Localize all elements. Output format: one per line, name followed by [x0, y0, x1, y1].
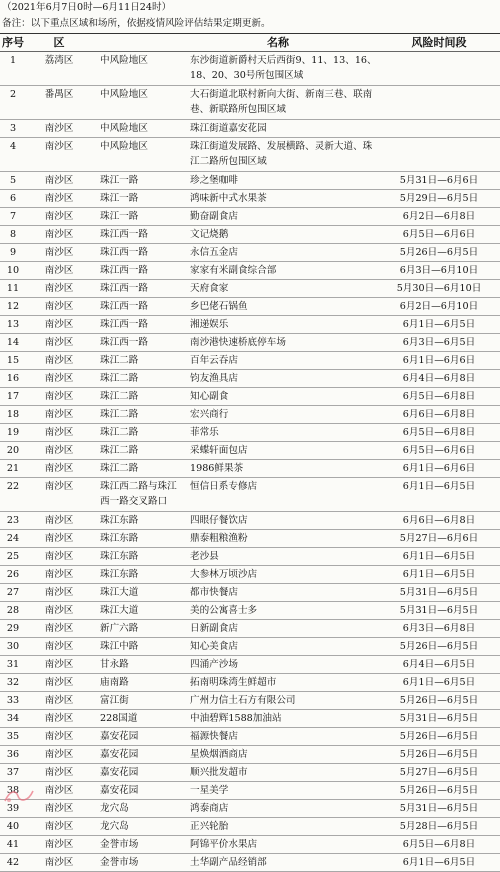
date-range-note: （2021年6月7日0时—6月11日24时）	[2, 2, 172, 13]
row-area: 珠江西一路	[100, 229, 148, 240]
table-row	[0, 86, 500, 120]
row-district: 南沙区	[44, 857, 74, 868]
row-area: 珠江中路	[100, 641, 139, 652]
row-time: 5月26日—6月5日	[399, 785, 479, 796]
row-area: 珠江二路	[100, 409, 139, 420]
table-row	[0, 424, 500, 442]
row-name: 永信五金店	[190, 247, 238, 258]
row-area: 富江街	[100, 695, 129, 706]
row-time: 6月6日—6月8日	[402, 515, 476, 526]
row-district: 南沙区	[44, 605, 74, 616]
row-time: 6月5日—6月8日	[402, 391, 476, 402]
row-time: 5月26日—6月5日	[399, 749, 479, 760]
row-area: 珠江一路	[100, 175, 139, 186]
row-time: 6月5日—6月6日	[402, 229, 476, 240]
row-time: 5月30日—6月10日	[396, 283, 482, 294]
table-row	[0, 602, 500, 620]
table-row	[0, 818, 500, 836]
row-name: 土华副产品经销部	[190, 857, 267, 868]
row-district: 南沙区	[44, 409, 74, 420]
table-row	[0, 548, 500, 566]
row-time: 5月27日—6月5日	[399, 767, 479, 778]
row-no: 23	[6, 515, 20, 526]
table-row	[0, 584, 500, 602]
row-area: 珠江西一路	[100, 283, 148, 294]
table-row	[0, 764, 500, 782]
row-area: 珠江西一路	[100, 337, 148, 348]
row-district: 南沙区	[44, 445, 74, 456]
row-district: 南沙区	[44, 123, 74, 134]
row-name: 阿锦平价水果店	[190, 839, 258, 850]
row-area: 珠江二路	[100, 445, 139, 456]
row-name: 四眼仔餐饮店	[190, 515, 248, 526]
row-no: 11	[6, 283, 20, 294]
row-district: 南沙区	[44, 821, 74, 832]
row-district: 番禺区	[44, 89, 74, 100]
table-row	[0, 138, 500, 172]
row-time: 6月3日—6月8日	[402, 623, 476, 634]
header-time: 风险时间段	[411, 36, 467, 49]
row-district: 南沙区	[44, 319, 74, 330]
row-name: 宏兴商行	[190, 409, 229, 420]
table-row	[0, 656, 500, 674]
table-body	[0, 52, 500, 872]
row-name: 东沙街道新爵村天后西街9、11、13、16、18、20、30号所包围区域	[190, 55, 377, 81]
row-time: 5月26日—6月5日	[399, 731, 479, 742]
header-area	[92, 34, 178, 51]
row-time	[378, 138, 500, 171]
row-time: 5月31日—6月5日	[399, 803, 479, 814]
table-row	[0, 334, 500, 352]
table-row	[0, 800, 500, 818]
row-area: 金誉市场	[100, 839, 139, 850]
row-time: 5月27日—6月6日	[399, 533, 479, 544]
row-area: 龙穴岛	[100, 821, 129, 832]
row-name: 珍之堡咖啡	[190, 175, 238, 186]
row-no: 33	[6, 695, 20, 706]
row-no: 1	[9, 55, 17, 66]
row-no: 42	[6, 857, 20, 868]
row-name: 采蝶轩面包店	[190, 445, 248, 456]
row-no: 7	[9, 211, 17, 222]
table-row	[0, 620, 500, 638]
row-district: 南沙区	[44, 641, 74, 652]
row-name: 四涌产沙场	[190, 659, 238, 670]
row-district: 南沙区	[44, 587, 74, 598]
row-area: 新广六路	[100, 623, 139, 634]
row-area: 庙南路	[100, 677, 129, 688]
row-district: 南沙区	[44, 569, 74, 580]
table-row	[0, 262, 500, 280]
row-district: 南沙区	[44, 713, 74, 724]
header-no: 序号	[2, 36, 24, 49]
row-area: 金誉市场	[100, 857, 139, 868]
row-district: 南沙区	[44, 749, 74, 760]
row-no: 14	[6, 337, 20, 348]
row-name: 拓南明珠湾生鲜超市	[190, 677, 277, 688]
row-district: 南沙区	[44, 803, 74, 814]
row-area: 珠江二路	[100, 427, 139, 438]
table-row	[0, 638, 500, 656]
row-no: 40	[6, 821, 20, 832]
row-no: 18	[6, 409, 20, 420]
row-no: 38	[6, 785, 20, 796]
row-area: 珠江二路	[100, 391, 139, 402]
row-area: 珠江西一路	[100, 265, 148, 276]
row-area: 珠江西一路	[100, 301, 148, 312]
row-time: 6月3日—6月10日	[399, 265, 479, 276]
row-time: 6月6日—6月8日	[402, 409, 476, 420]
row-no: 28	[6, 605, 20, 616]
table-row	[0, 460, 500, 478]
row-area: 嘉安花园	[100, 731, 139, 742]
row-no: 17	[6, 391, 20, 402]
row-name: 恒信日系专修店	[190, 481, 258, 492]
table-row	[0, 298, 500, 316]
row-name: 百年云吞店	[190, 355, 238, 366]
table-row	[0, 674, 500, 692]
row-time: 6月1日—6月5日	[402, 569, 476, 580]
remark-note: 备注：以下重点区域和场所，依据疫情风险评估结果定期更新。	[2, 18, 271, 29]
table-row	[0, 854, 500, 872]
table-row	[0, 836, 500, 854]
row-no: 13	[6, 319, 20, 330]
row-area: 珠江一路	[100, 211, 139, 222]
table-row	[0, 280, 500, 298]
row-district: 南沙区	[44, 551, 74, 562]
row-area: 228国道	[100, 713, 138, 724]
row-area: 珠江二路	[100, 355, 139, 366]
row-district: 南沙区	[44, 785, 74, 796]
row-area: 珠江大道	[100, 587, 139, 598]
row-name: 大参林万顷沙店	[190, 569, 258, 580]
row-name: 知心副食	[190, 391, 229, 402]
header-name: 名称	[267, 36, 289, 49]
row-time: 6月1日—6月5日	[402, 857, 476, 868]
row-time: 6月1日—6月6日	[402, 355, 476, 366]
row-area: 珠江东路	[100, 551, 139, 562]
header-notes	[2, 0, 500, 32]
row-name: 勤奋副食店	[190, 211, 238, 222]
row-area: 珠江西二路与珠江西一路交叉路口	[100, 481, 177, 507]
row-name: 一星美学	[190, 785, 229, 796]
row-no: 19	[6, 427, 20, 438]
row-district: 南沙区	[44, 265, 74, 276]
row-area: 珠江东路	[100, 569, 139, 580]
row-no: 39	[6, 803, 20, 814]
row-name: 正兴轮胎	[190, 821, 229, 832]
row-no: 41	[6, 839, 20, 850]
row-time: 6月1日—6月5日	[402, 551, 476, 562]
row-area: 嘉安花园	[100, 785, 139, 796]
row-no: 25	[6, 551, 20, 562]
table-row	[0, 244, 500, 262]
row-district: 南沙区	[44, 229, 74, 240]
table-row	[0, 782, 500, 800]
row-name: 家家有米副食综合部	[190, 265, 277, 276]
table-row	[0, 566, 500, 584]
row-no: 4	[9, 141, 17, 152]
row-no: 26	[6, 569, 20, 580]
row-no: 36	[6, 749, 20, 760]
row-name: 美的公寓喜士多	[190, 605, 258, 616]
row-no: 8	[9, 229, 17, 240]
header-district: 区	[53, 36, 65, 49]
table-row	[0, 172, 500, 190]
row-district: 南沙区	[44, 193, 74, 204]
row-time: 5月26日—6月5日	[399, 247, 479, 258]
row-name: 乡巴佬石锅鱼	[190, 301, 248, 312]
row-time: 5月28日—6月5日	[399, 821, 479, 832]
table-row	[0, 190, 500, 208]
row-district: 南沙区	[44, 247, 74, 258]
row-no: 21	[6, 463, 20, 474]
row-district: 南沙区	[44, 355, 74, 366]
row-area: 珠江西一路	[100, 319, 148, 330]
row-time: 6月1日—6月5日	[402, 677, 476, 688]
table-header	[0, 33, 500, 52]
row-name: 湘递娱乐	[190, 319, 229, 330]
row-district: 南沙区	[44, 337, 74, 348]
newspaper-logo-watermark	[2, 786, 36, 806]
row-name: 福源快餐店	[190, 731, 238, 742]
row-name: 知心美食店	[190, 641, 238, 652]
row-name: 南沙港快速桥底停车场	[190, 337, 286, 348]
row-district: 南沙区	[44, 839, 74, 850]
row-time: 6月4日—6月8日	[402, 373, 476, 384]
row-no: 15	[6, 355, 20, 366]
row-name: 都市快餐店	[190, 587, 238, 598]
row-district: 南沙区	[44, 301, 74, 312]
row-no: 35	[6, 731, 20, 742]
row-time: 5月26日—6月5日	[399, 641, 479, 652]
table-row	[0, 316, 500, 334]
row-no: 32	[6, 677, 20, 688]
row-no: 30	[6, 641, 20, 652]
row-area: 嘉安花园	[100, 749, 139, 760]
row-name: 鸿味新中式水果茶	[190, 193, 267, 204]
row-name: 日新副食店	[190, 623, 238, 634]
row-time	[378, 86, 500, 119]
row-name: 中油碧辉1588加油站	[190, 713, 282, 724]
row-time: 6月1日—6月6日	[402, 463, 476, 474]
row-time: 5月29日—6月5日	[399, 193, 479, 204]
row-name: 大石街道北联村新向大街、新南三巷、联南巷、新联路所包围区域	[190, 89, 373, 115]
row-time: 5月31日—6月5日	[399, 587, 479, 598]
logo-mark-icon	[2, 786, 36, 806]
row-area: 中风险地区	[100, 141, 148, 152]
row-time: 5月31日—6月5日	[399, 605, 479, 616]
table-row	[0, 530, 500, 548]
row-name: 钧友渔具店	[190, 373, 238, 384]
table-row	[0, 478, 500, 512]
table-row	[0, 442, 500, 460]
row-district: 南沙区	[44, 373, 74, 384]
table-row	[0, 370, 500, 388]
table-row	[0, 512, 500, 530]
row-name: 珠江街道嘉安花园	[190, 123, 267, 134]
row-no: 20	[6, 445, 20, 456]
table-row	[0, 388, 500, 406]
row-name: 珠江街道发展路、发展横路、灵新大道、珠江二路所包围区域	[190, 141, 373, 167]
row-district: 南沙区	[44, 677, 74, 688]
row-no: 5	[9, 175, 17, 186]
row-district: 南沙区	[44, 175, 74, 186]
row-time: 6月3日—6月5日	[402, 337, 476, 348]
row-area: 甘永路	[100, 659, 129, 670]
row-area: 中风险地区	[100, 123, 148, 134]
row-time: 6月4日—6月5日	[402, 659, 476, 670]
row-time: 6月5日—6月8日	[402, 839, 476, 850]
row-area: 珠江大道	[100, 605, 139, 616]
row-time: 6月2日—6月10日	[399, 301, 479, 312]
table-row	[0, 406, 500, 424]
row-no: 9	[9, 247, 17, 258]
row-time: 6月5日—6月6日	[402, 445, 476, 456]
row-district: 南沙区	[44, 211, 74, 222]
row-no: 10	[6, 265, 20, 276]
row-area: 嘉安花园	[100, 767, 139, 778]
row-no: 16	[6, 373, 20, 384]
row-no: 2	[9, 89, 17, 100]
row-time: 5月26日—6月5日	[399, 695, 479, 706]
table-row	[0, 692, 500, 710]
row-area: 珠江东路	[100, 515, 139, 526]
row-district: 荔湾区	[44, 55, 74, 66]
table-row	[0, 352, 500, 370]
row-name: 顺兴批发超市	[190, 767, 248, 778]
row-district: 南沙区	[44, 623, 74, 634]
row-time	[378, 120, 500, 137]
row-name: 1986鲜果茶	[190, 463, 244, 474]
row-time: 6月1日—6月5日	[402, 481, 476, 492]
row-area: 珠江一路	[100, 193, 139, 204]
table-row	[0, 746, 500, 764]
row-name: 星焕烟酒商店	[190, 749, 248, 760]
row-district: 南沙区	[44, 659, 74, 670]
row-time: 6月1日—6月5日	[402, 319, 476, 330]
table-row	[0, 728, 500, 746]
row-district: 南沙区	[44, 481, 74, 492]
row-time: 6月2日—6月8日	[402, 211, 476, 222]
row-no: 34	[6, 713, 20, 724]
row-name: 鼎泰粗粮渔粉	[190, 533, 248, 544]
row-area: 珠江西一路	[100, 247, 148, 258]
row-name: 鸿泰商店	[190, 803, 229, 814]
row-area: 珠江东路	[100, 533, 139, 544]
row-no: 29	[6, 623, 20, 634]
row-name: 天府食家	[190, 283, 229, 294]
table-row	[0, 120, 500, 138]
row-district: 南沙区	[44, 427, 74, 438]
row-district: 南沙区	[44, 731, 74, 742]
row-district: 南沙区	[44, 463, 74, 474]
row-time: 6月5日—6月8日	[402, 427, 476, 438]
table-row	[0, 208, 500, 226]
row-time: 5月31日—6月5日	[399, 713, 479, 724]
risk-area-table	[0, 33, 500, 872]
row-no: 24	[6, 533, 20, 544]
row-time	[378, 52, 500, 85]
row-no: 31	[6, 659, 20, 670]
table-row	[0, 52, 500, 86]
row-name: 广州力信土石方有限公司	[190, 695, 296, 706]
table-row	[0, 226, 500, 244]
row-no: 3	[9, 123, 17, 134]
row-area: 珠江二路	[100, 373, 139, 384]
row-district: 南沙区	[44, 767, 74, 778]
row-no: 12	[6, 301, 20, 312]
row-name: 文记烧鹅	[190, 229, 229, 240]
row-district: 南沙区	[44, 391, 74, 402]
row-no: 6	[9, 193, 17, 204]
row-area: 珠江二路	[100, 463, 139, 474]
row-district: 南沙区	[44, 283, 74, 294]
row-no: 27	[6, 587, 20, 598]
table-row	[0, 710, 500, 728]
row-area: 龙穴岛	[100, 803, 129, 814]
row-district: 南沙区	[44, 515, 74, 526]
row-time: 5月31日—6月6日	[399, 175, 479, 186]
row-area: 中风险地区	[100, 89, 148, 100]
row-name: 菲常乐	[190, 427, 219, 438]
row-district: 南沙区	[44, 695, 74, 706]
row-area: 中风险地区	[100, 55, 148, 66]
row-district: 南沙区	[44, 533, 74, 544]
row-no: 37	[6, 767, 20, 778]
row-name: 老沙县	[190, 551, 219, 562]
row-no: 22	[6, 481, 20, 492]
row-district: 南沙区	[44, 141, 74, 152]
